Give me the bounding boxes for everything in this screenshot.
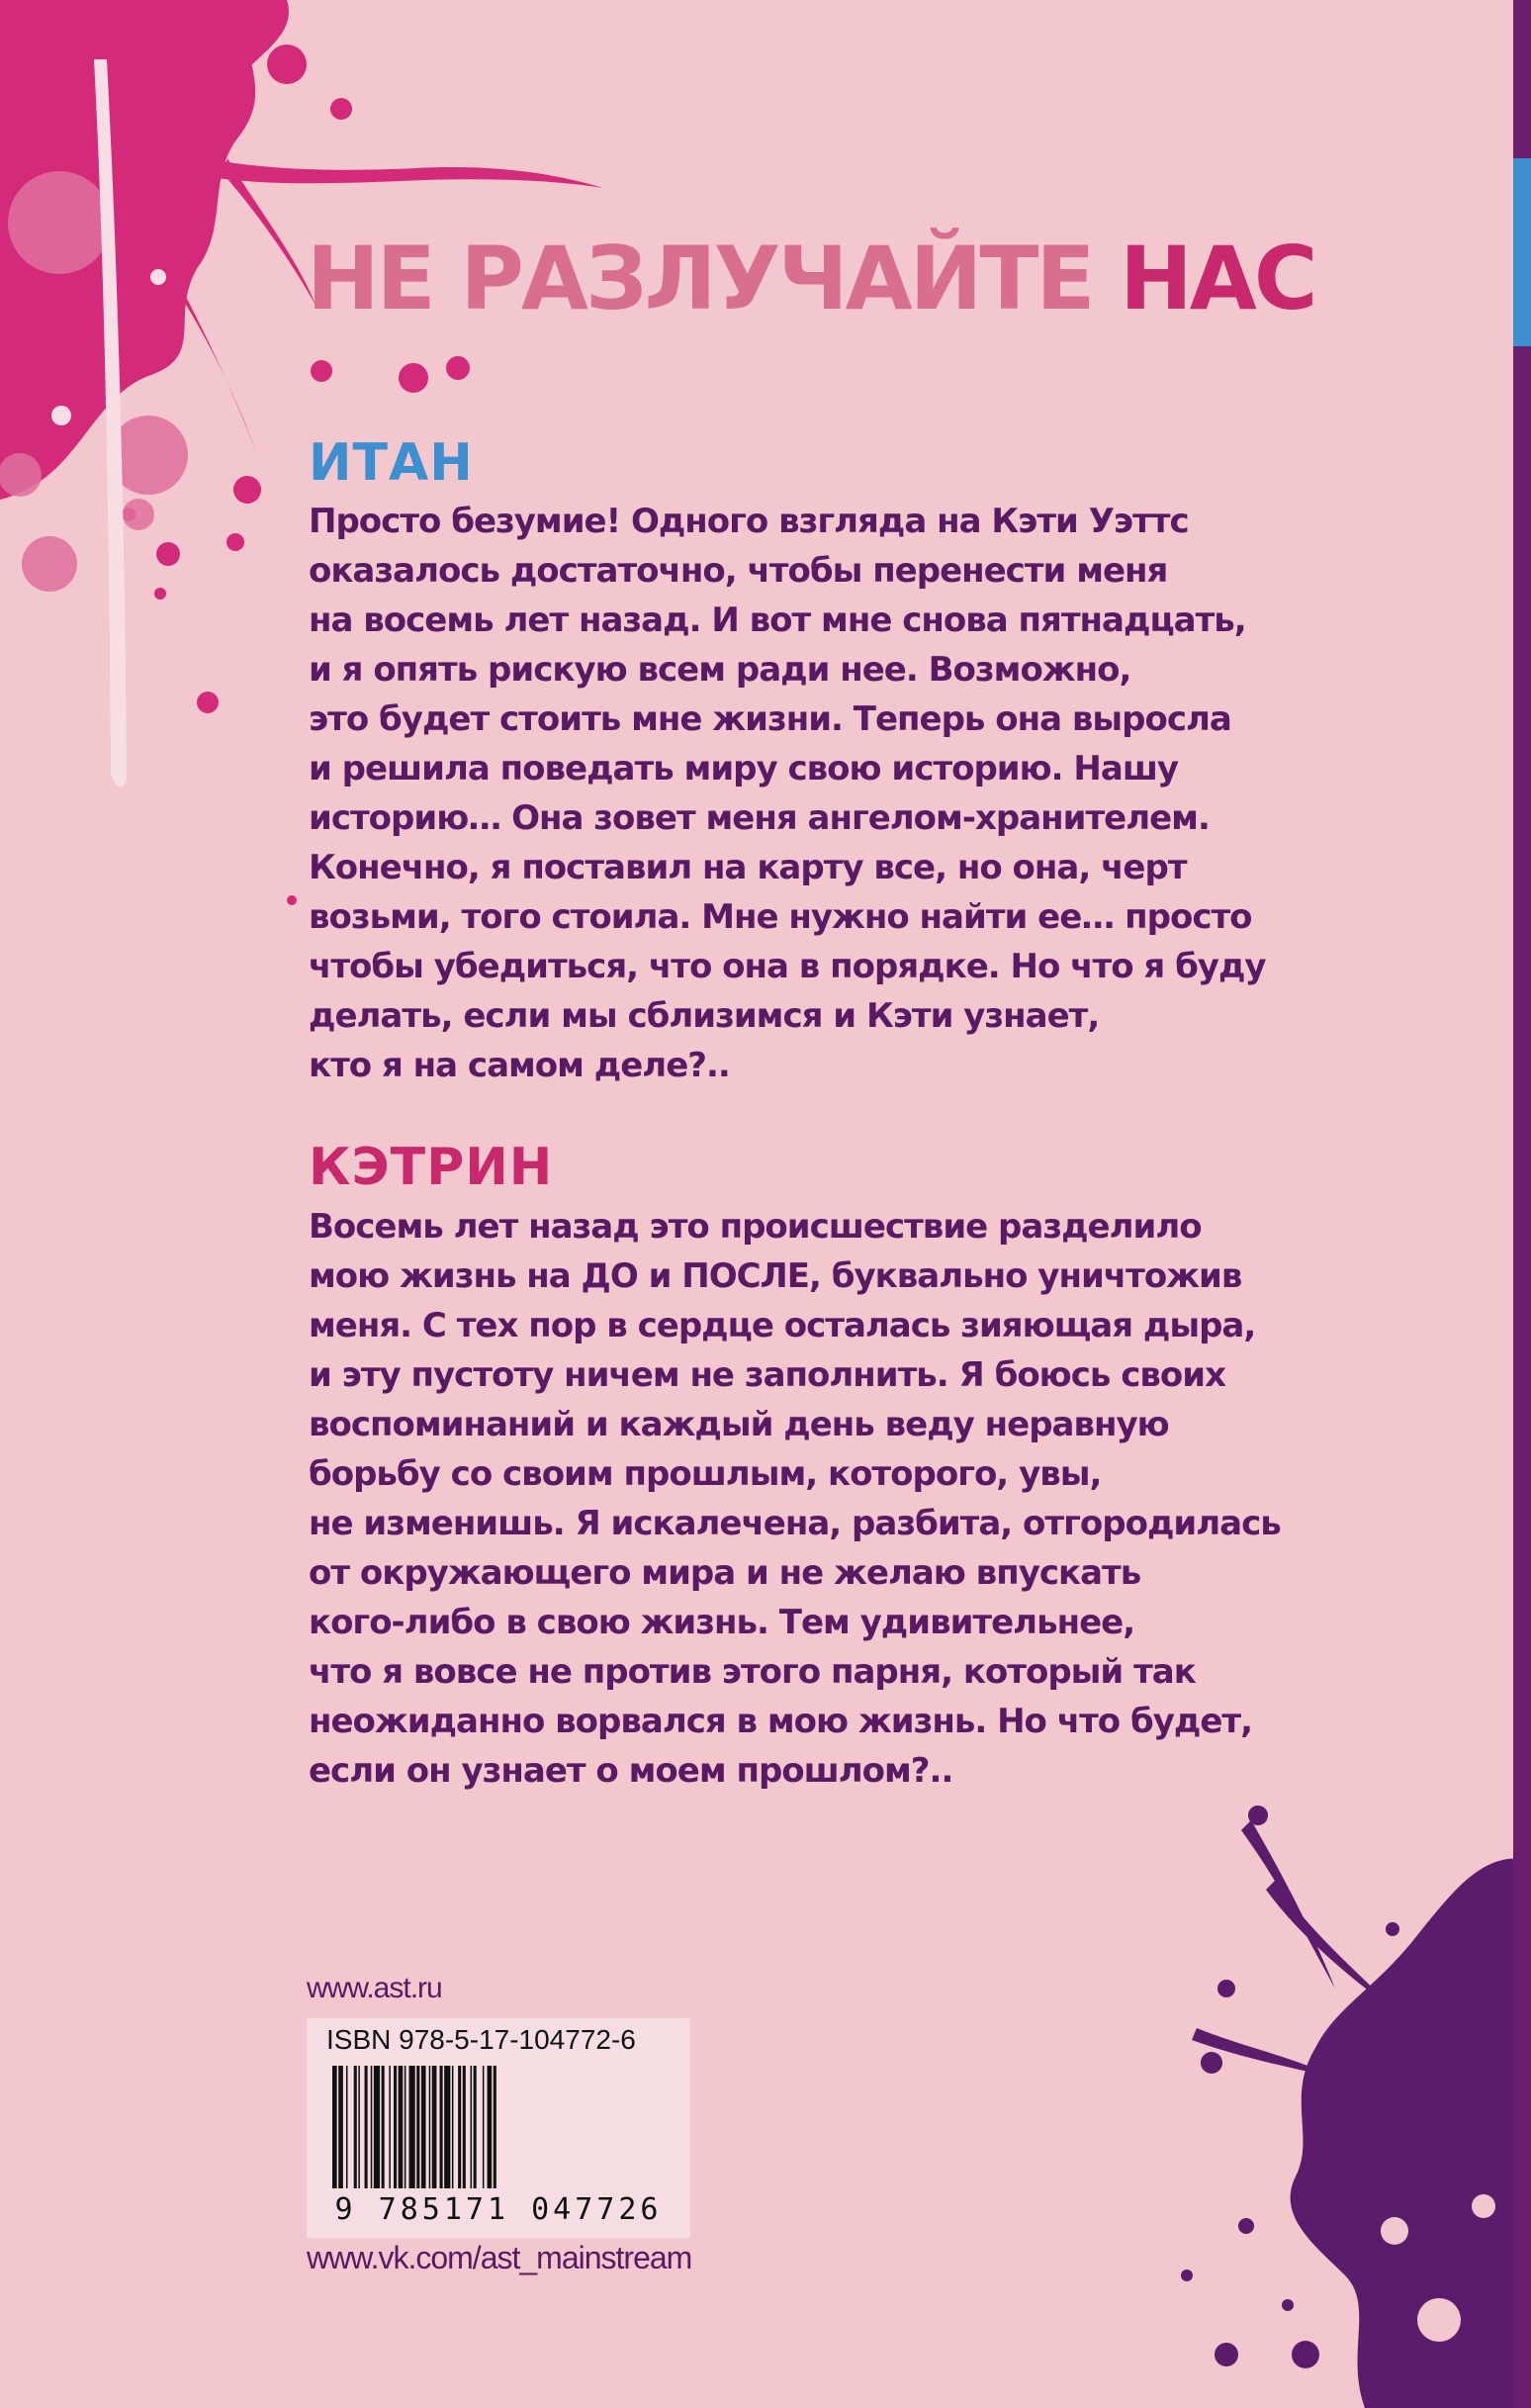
text-line: что я вовсе не против этого парня, который так	[309, 1652, 1196, 1692]
text-line: Конечно, я поставил на карту все, но она, черт	[309, 848, 1187, 887]
text-line: кого-либо в свою жизнь. Тем удивительнее,	[309, 1603, 1135, 1642]
barcode-panel	[307, 2018, 690, 2238]
section-heading-kathrin: КЭТРИН	[309, 1138, 554, 1197]
section-heading-ethan: ИТАН	[309, 433, 474, 493]
text-line: историю… Она зовет меня ангелом-хранителем.	[309, 798, 1210, 838]
text-line: борьбу со своим прошлым, которого, увы,	[309, 1454, 1102, 1494]
text-line: неожиданно ворвался в мою жизнь. Но что будет,	[309, 1702, 1253, 1741]
text-line: делать, если мы сблизимся и Кэти узнает,	[309, 996, 1100, 1036]
section-text-ethan	[309, 497, 1266, 1090]
text-line: мою жизнь на ДО и ПОСЛЕ, буквально уничтожив	[309, 1256, 1242, 1296]
text-line: и эту пустоту ничем не заполнить. Я боюсь своих	[309, 1355, 1225, 1395]
book-title-accent: НАС	[1120, 228, 1315, 329]
text-line: оказалось достаточно, чтобы перенести меня	[309, 551, 1168, 591]
barcode-icon	[332, 2066, 676, 2188]
spine-edge	[1513, 0, 1531, 2408]
text-line: кто я на самом деле?..	[309, 1046, 730, 1085]
book-title	[307, 228, 1314, 329]
section-text-kathrin	[309, 1202, 1281, 1796]
text-line: чтобы убедиться, что она в порядке. Но что я буду	[309, 947, 1266, 986]
text-line: меня. С тех пор в сердце осталась зияющая дыра,	[309, 1306, 1256, 1345]
spine-accent	[1513, 158, 1531, 346]
publisher-website: www.ast.ru	[307, 1972, 442, 2004]
social-link: www.vk.com/ast_mainstream	[307, 2240, 692, 2275]
isbn-number: ISBN 978-5-17-104772-6	[326, 2024, 636, 2055]
text-line: воспоминаний и каждый день веду неравную	[309, 1405, 1169, 1444]
text-line: это будет стоить мне жизни. Теперь она выросла	[309, 699, 1231, 739]
text-line: возьми, того стоила. Мне нужно найти ее… просто	[309, 897, 1252, 937]
text-line: от окружающего мира и не желаю впускать	[309, 1553, 1141, 1593]
text-line: Восемь лет назад это происшествие разделило	[309, 1207, 1202, 1247]
text-line: не изменишь. Я искалечена, разбита, отгородилась	[309, 1504, 1281, 1543]
text-line: и решила поведать миру свою историю. Нашу	[309, 749, 1179, 788]
text-line: и я опять рискую всем ради нее. Возможно,	[309, 650, 1131, 690]
ean-number: 9 785171 047726	[334, 2192, 663, 2227]
text-line: на восемь лет назад. И вот мне снова пятнадцать,	[309, 601, 1246, 640]
book-title-main: НЕ РАЗЛУЧАЙТЕ	[307, 228, 1093, 329]
text-line: Просто безумие! Одного взгляда на Кэти Уэттс	[309, 502, 1189, 541]
text-line: если он узнает о моем прошлом?..	[309, 1751, 953, 1791]
